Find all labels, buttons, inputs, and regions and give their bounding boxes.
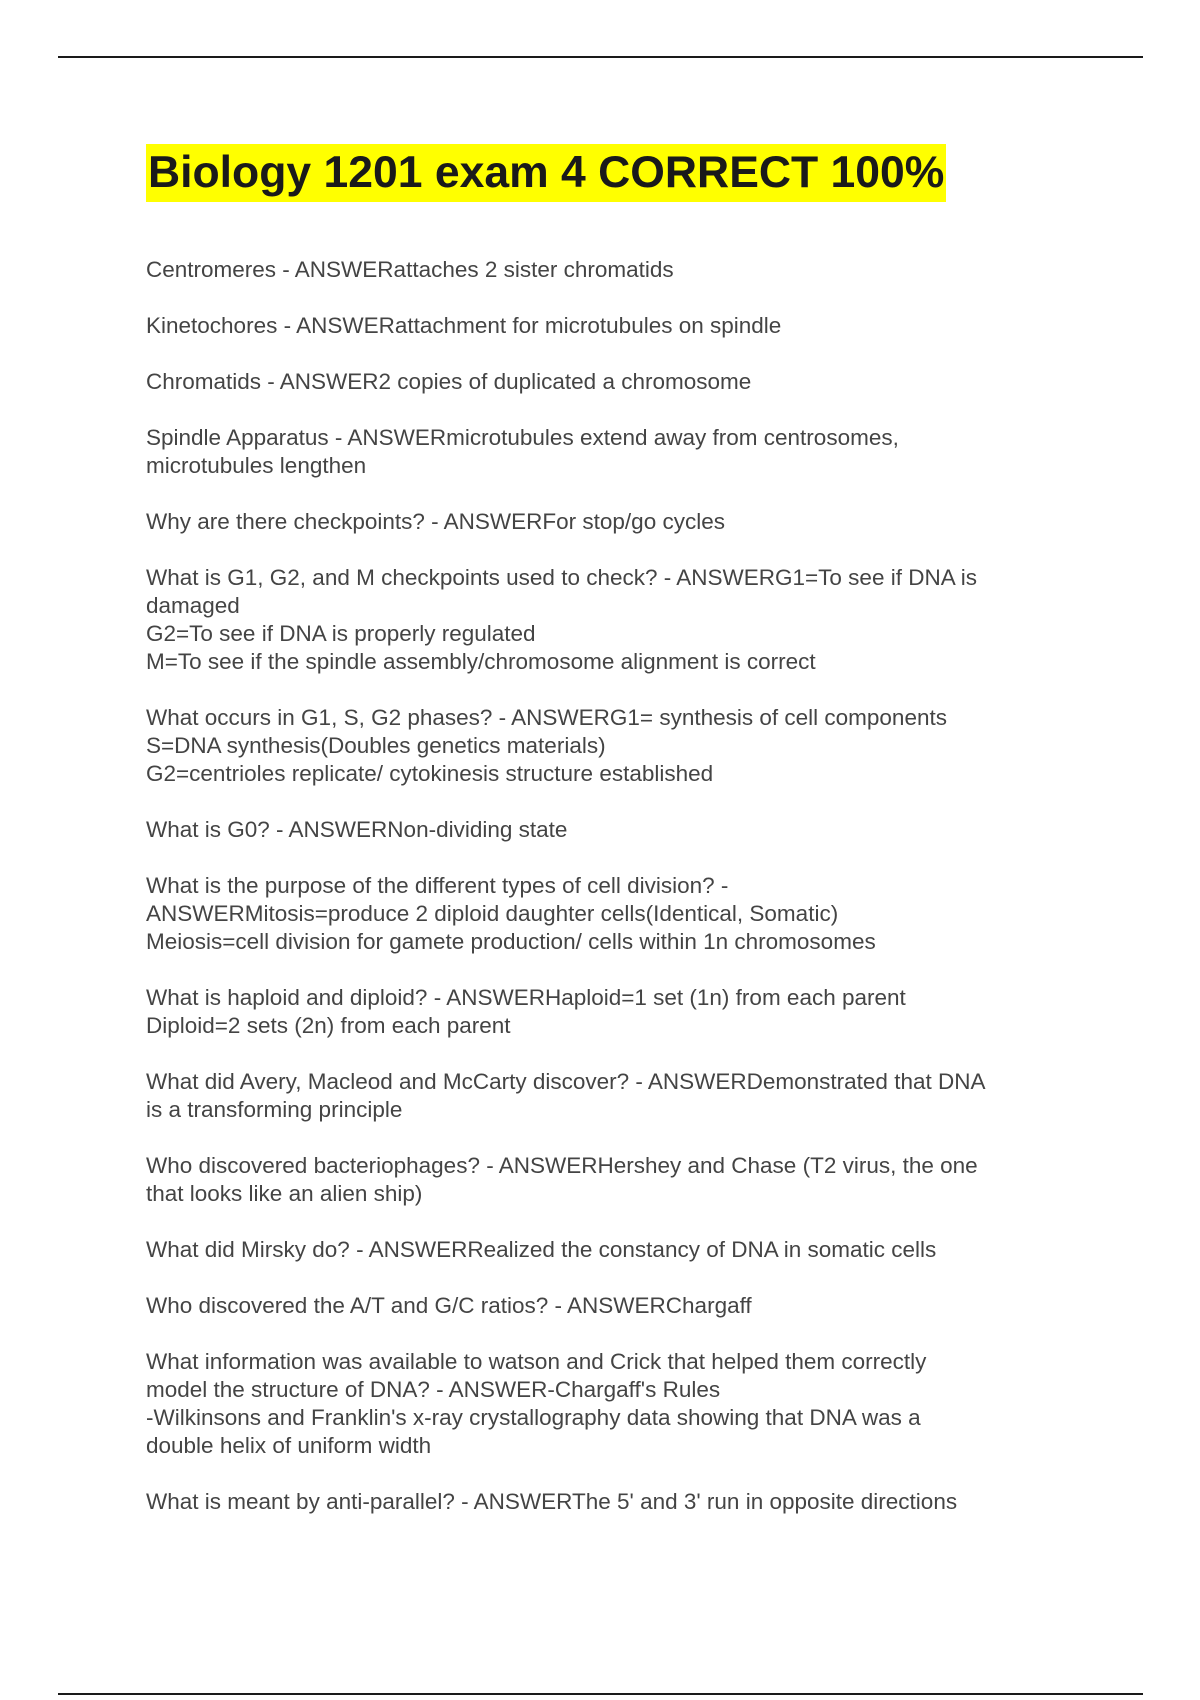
qa-line: Meiosis=cell division for gamete production/ cells within 1n chromosomes [146,929,876,954]
qa-line: What is the purpose of the different types of cell division? - [146,873,729,898]
qa-line: is a transforming principle [146,1097,403,1122]
qa-line: What is haploid and diploid? - ANSWERHaploid=1 set (1n) from each parent [146,985,906,1010]
qa-item [146,1068,1066,1124]
qa-line: -Wilkinsons and Franklin's x-ray crystallography data showing that DNA was a [146,1405,921,1430]
qa-item [146,704,1066,788]
qa-line: Chromatids - ANSWER2 copies of duplicated a chromosome [146,369,752,394]
qa-line: Who discovered the A/T and G/C ratios? - ANSWERChargaff [146,1293,752,1318]
qa-line: that looks like an alien ship) [146,1181,423,1206]
qa-line: What is meant by anti-parallel? - ANSWERThe 5' and 3' run in opposite directions [146,1489,958,1514]
qa-line: What is G0? - ANSWERNon-dividing state [146,817,568,842]
qa-line: ANSWERMitosis=produce 2 diploid daughter cells(Identical, Somatic) [146,901,839,926]
qa-line: What information was available to watson and Crick that helped them correctly [146,1349,927,1374]
qa-item [146,564,1066,676]
footer-rule [58,1693,1143,1695]
document-title: Biology 1201 exam 4 CORRECT 100% [146,144,946,202]
qa-line: Diploid=2 sets (2n) from each parent [146,1013,511,1038]
qa-item [146,1152,1066,1208]
qa-item [146,984,1066,1040]
qa-line: S=DNA synthesis(Doubles genetics materials) [146,733,606,758]
qa-item [146,508,1066,536]
qa-line: Kinetochores - ANSWERattachment for microtubules on spindle [146,313,782,338]
qa-item [146,368,1066,396]
qa-line: double helix of uniform width [146,1433,432,1458]
qa-item [146,1488,1066,1516]
qa-item [146,312,1066,340]
qa-line: damaged [146,593,240,618]
qa-line: What did Avery, Macleod and McCarty discover? - ANSWERDemonstrated that DNA [146,1069,986,1094]
qa-line: What is G1, G2, and M checkpoints used to check? - ANSWERG1=To see if DNA is [146,565,977,590]
qa-line: What did Mirsky do? - ANSWERRealized the constancy of DNA in somatic cells [146,1237,937,1262]
qa-list [146,256,1066,1544]
qa-line: model the structure of DNA? - ANSWER-Chargaff's Rules [146,1377,721,1402]
qa-line: G2=To see if DNA is properly regulated [146,621,536,646]
qa-line: G2=centrioles replicate/ cytokinesis structure established [146,761,714,786]
qa-line: What occurs in G1, S, G2 phases? - ANSWERG1= synthesis of cell components [146,705,947,730]
qa-line: microtubules lengthen [146,453,367,478]
qa-item [146,1236,1066,1264]
header-rule [58,56,1143,58]
qa-line: Centromeres - ANSWERattaches 2 sister chromatids [146,257,674,282]
qa-line: Who discovered bacteriophages? - ANSWERHershey and Chase (T2 virus, the one [146,1153,978,1178]
qa-item [146,256,1066,284]
qa-item [146,1292,1066,1320]
title-block [146,144,946,202]
qa-item [146,424,1066,480]
qa-item [146,816,1066,844]
qa-item [146,872,1066,956]
qa-item [146,1348,1066,1460]
qa-line: Spindle Apparatus - ANSWERmicrotubules extend away from centrosomes, [146,425,899,450]
qa-line: Why are there checkpoints? - ANSWERFor stop/go cycles [146,509,725,534]
qa-line: M=To see if the spindle assembly/chromosome alignment is correct [146,649,816,674]
